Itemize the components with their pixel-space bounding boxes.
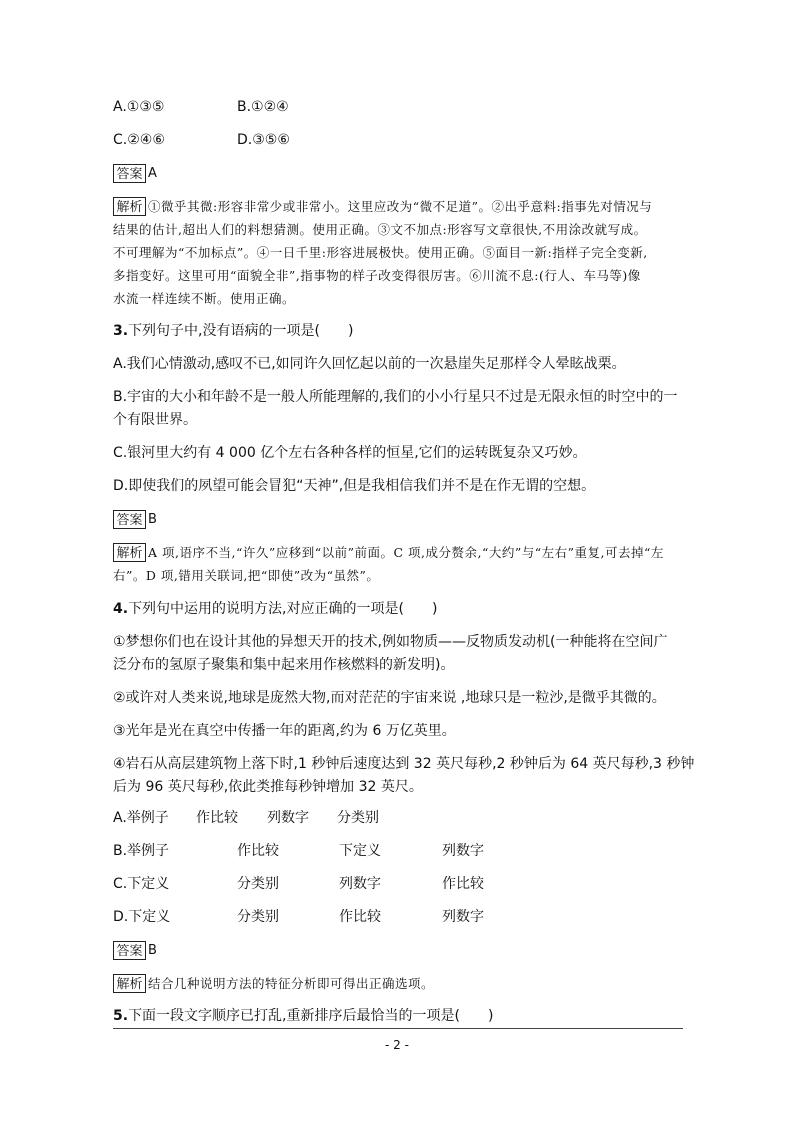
q5-number: 5.	[113, 1008, 129, 1024]
q2-analysis-line: 结果的估计,超出人们的料想猜测。使用正确。③文不加点:形容写文章很快,不用涂改就写成。	[113, 222, 647, 237]
q3-option-b-cont: 个有限世界。	[113, 412, 197, 428]
q4-stem-text: 下列句中运用的说明方法,对应正确的一项是( )	[128, 601, 438, 617]
q2-option-c: C.②④⑥	[113, 132, 165, 148]
q5-stem-text: 下面一段文字顺序已打乱,重新排序后最恰当的一项是( )	[128, 1008, 494, 1024]
q2-analysis-line: 多指变好。这里可用“面貌全非”,指事物的样子改变得很厉害。⑥川流不息:(行人、车马等)像	[113, 268, 641, 283]
q4-option-d-1: D.下定义	[113, 909, 171, 925]
footer-rule	[113, 1028, 683, 1029]
q4-option-d-3: 作比较	[339, 909, 381, 925]
q2-analysis-line: ①微乎其微:形容非常少或非常小。这里应改为“微不足道”。②出乎意料:指事先对情况与	[148, 199, 653, 214]
q3-analysis-line: A 项,语序不当,“许久”应移到“以前”前面。C 项,成分赘余,“大约”与“左右”重复,可去掉“左	[148, 545, 664, 560]
q3-number: 3.	[113, 323, 129, 339]
q2-analysis-label: 解析	[113, 197, 146, 216]
q3-option-a: A.我们心情激动,感叹不已,如同许久回忆起以前的一次悬崖失足那样令人晕眩战栗。	[113, 356, 626, 372]
q4-option-b-4: 列数字	[442, 843, 484, 859]
q3-stem-text: 下列句子中,没有语病的一项是( )	[128, 323, 354, 339]
q2-option-b: B.①②④	[237, 99, 289, 115]
q3-option-d: D.即使我们的夙望可能会冒犯“天神”,但是我相信我们并不是在作无谓的空想。	[113, 478, 596, 494]
q4-item-2: ②或许对人类来说,地球是庞然大物,而对茫茫的宇宙来说 ,地球只是一粒沙,是微乎其微的。	[113, 690, 666, 706]
q3-analysis-line: 右”。D 项,错用关联词,把“即使”改为“虽然”。	[113, 568, 380, 583]
q4-option-a-1: A.举例子	[113, 810, 169, 826]
q4-analysis-label: 解析	[113, 974, 146, 993]
q4-option-a-3: 列数字	[267, 810, 309, 826]
q3-option-c: C.银河里大约有 4 000 亿个左右各种各样的恒星,它们的运转既复杂又巧妙。	[113, 445, 587, 461]
q4-number: 4.	[113, 601, 129, 617]
q2-option-a: A.①③⑤	[113, 99, 165, 115]
q4-option-c-4: 作比较	[442, 876, 484, 892]
q4-option-b-3: 下定义	[339, 843, 381, 859]
q3-stem	[113, 322, 353, 340]
q2-analysis-line: 不可理解为“不加标点”。④一日千里:形容进展极快。使用正确。⑤面目一新:指样子完全变新,	[113, 245, 648, 260]
q3-option-b: B.宇宙的大小和年龄不是一般人所能理解的,我们的小小行星只不过是无限永恒的时空中的一	[113, 389, 678, 405]
q3-answer-label: 答案	[113, 510, 146, 529]
q2-answer-value: A	[148, 166, 157, 181]
q4-option-c-2: 分类别	[237, 876, 279, 892]
q4-option-c-3: 列数字	[339, 876, 381, 892]
q2-option-d: D.③⑤⑥	[237, 132, 290, 148]
q4-option-b-2: 作比较	[237, 843, 279, 859]
q4-item-1-cont: 泛分布的氢原子聚集和集中起来用作核燃料的新发明)。	[113, 657, 455, 673]
q4-option-a-4: 分类别	[337, 810, 379, 826]
q4-analysis-text: 结合几种说明方法的特征分析即可得出正确选项。	[148, 976, 435, 991]
q4-stem	[113, 600, 437, 618]
q4-item-4-cont: 后为 96 英尺每秒,依此类推每秒钟增加 32 英尺。	[113, 779, 423, 795]
q3-answer-value: B	[148, 512, 157, 527]
q4-option-d-4: 列数字	[442, 909, 484, 925]
q4-answer-value: B	[148, 943, 157, 958]
q4-item-3: ③光年是光在真空中传播一年的距离,约为 6 万亿英里。	[113, 723, 456, 739]
q4-item-1: ①梦想你们也在设计其他的异想天开的技术,例如物质——反物质发动机(一种能将在空间广	[113, 634, 668, 650]
q3-analysis-label: 解析	[113, 543, 146, 562]
q4-option-a-2: 作比较	[196, 810, 238, 826]
q4-option-d-2: 分类别	[237, 909, 279, 925]
q4-answer-label: 答案	[113, 941, 146, 960]
q4-item-4: ④岩石从高层建筑物上落下时,1 秒钟后速度达到 32 英尺每秒,2 秒钟后为 64 英尺每秒,3 秒钟	[113, 756, 695, 772]
q2-analysis-line: 水流一样连续不断。使用正确。	[113, 291, 296, 306]
q2-answer-label: 答案	[113, 164, 146, 183]
q5-stem	[113, 1007, 493, 1025]
q4-option-b-1: B.举例子	[113, 843, 170, 859]
q4-option-c-1: C.下定义	[113, 876, 170, 892]
page-number: - 2 -	[385, 1038, 409, 1052]
